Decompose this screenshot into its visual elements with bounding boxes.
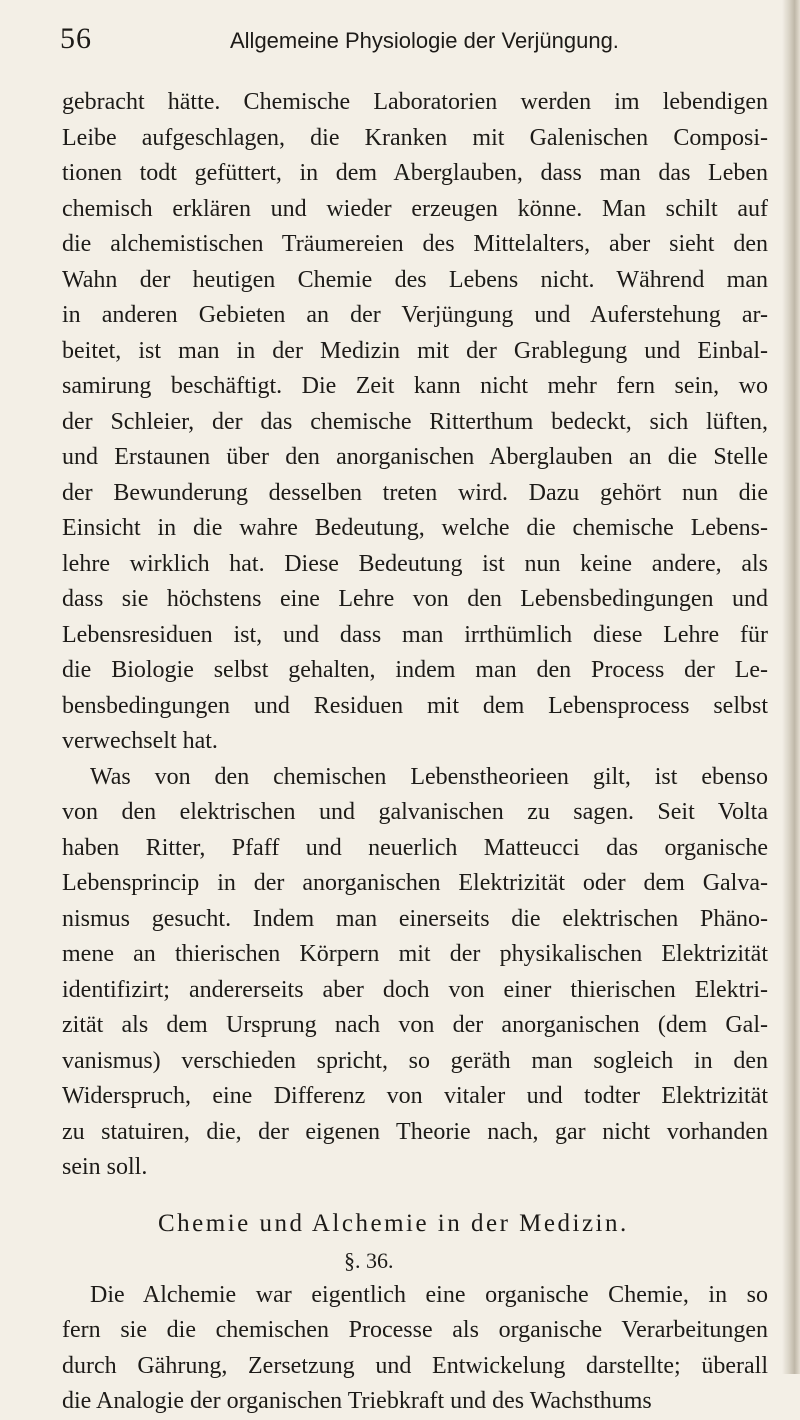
text-line: von den elektrischen und galvanischen zu sagen. Seit Volta	[62, 799, 768, 825]
text-line: vanismus) verschieden spricht, so geräth man sogleich in den	[62, 1047, 768, 1074]
text-line: fern sie die chemischen Processe als organische Verarbeitungen	[62, 1317, 768, 1343]
text-line: identifizirt; andererseits aber doch von einer thierischen Elektri-	[62, 976, 768, 1003]
page-edge	[782, 0, 800, 1374]
text-line: sein soll.	[62, 1154, 148, 1180]
text-line: Einsicht in die wahre Bedeutung, welche die chemische Lebens-	[62, 515, 768, 541]
text-line: zu statuiren, die, der eigenen Theorie nach, gar nicht vorhanden	[62, 1118, 768, 1145]
text-line: Leibe aufgeschlagen, die Kranken mit Galenischen Composi-	[62, 124, 768, 151]
text-line: verwechselt hat.	[62, 728, 218, 754]
text-line: die Analogie der organischen Triebkraft und des Wachsthums	[62, 1388, 652, 1414]
text-line: und Erstaunen über den anorganischen Aberglauben an die Stelle	[62, 444, 768, 470]
body-text	[62, 85, 768, 1420]
running-title: Allgemeine Physiologie der Verjüngung.	[230, 28, 619, 53]
paragraph-2	[62, 760, 768, 1186]
text-line: Wahn der heutigen Chemie des Lebens nicht. Während man	[62, 266, 768, 293]
text-line: dass sie höchstens eine Lehre von den Lebensbedingungen und	[62, 586, 768, 612]
text-line: der Bewunderung desselben treten wird. Dazu gehört nun die	[62, 479, 768, 506]
text-line: beitet, ist man in der Medizin mit der Grablegung und Einbal-	[62, 337, 768, 364]
text-line: nismus gesucht. Indem man einerseits die elektrischen Phäno-	[62, 905, 768, 932]
text-line: mene an thierischen Körpern mit der physikalischen Elektrizität	[62, 941, 768, 967]
text-line: lehre wirklich hat. Diese Bedeutung ist nun keine andere, als	[62, 550, 768, 577]
paragraph-3	[62, 1278, 768, 1420]
section-number: §. 36.	[344, 1247, 394, 1273]
text-line: bensbedingungen und Residuen mit dem Lebensprocess selbst	[62, 692, 768, 719]
text-line: in anderen Gebieten an der Verjüngung und Auferstehung ar-	[62, 302, 768, 328]
running-head	[60, 22, 760, 62]
text-line: zität als dem Ursprung nach von der anorganischen (dem Gal-	[62, 1012, 768, 1038]
text-line: tionen todt gefüttert, in dem Aberglauben, dass man das Leben	[62, 160, 768, 186]
text-line: die alchemistischen Träumereien des Mittelalters, aber sieht den	[62, 231, 768, 257]
section-heading: Chemie und Alchemie in der Medizin.	[158, 1209, 629, 1237]
text-line: chemisch erklären und wieder erzeugen könne. Man schilt auf	[62, 195, 768, 222]
text-line: Was von den chemischen Lebenstheorieen gilt, ist ebenso	[90, 763, 768, 790]
text-line: durch Gährung, Zersetzung und Entwickelung darstellte; überall	[62, 1352, 768, 1379]
text-line: der Schleier, der das chemische Ritterthum bedeckt, sich lüften,	[62, 408, 768, 435]
text-line: Widerspruch, eine Differenz von vitaler und todter Elektrizität	[62, 1083, 768, 1109]
text-line: Die Alchemie war eigentlich eine organische Chemie, in so	[90, 1281, 768, 1308]
text-line: Lebensresiduen ist, und dass man irrthümlich diese Lehre für	[62, 621, 768, 648]
text-line: samirung beschäftigt. Die Zeit kann nicht mehr fern sein, wo	[62, 373, 768, 399]
text-line: Lebensprincip in der anorganischen Elektrizität oder dem Galva-	[62, 870, 768, 896]
page-number: 56	[60, 22, 92, 55]
paragraph-1	[62, 85, 768, 760]
text-line: die Biologie selbst gehalten, indem man den Process der Le-	[62, 657, 768, 683]
text-line: haben Ritter, Pfaff und neuerlich Matteucci das organische	[62, 834, 768, 861]
text-line: gebracht hätte. Chemische Laboratorien werden im lebendigen	[62, 89, 768, 115]
